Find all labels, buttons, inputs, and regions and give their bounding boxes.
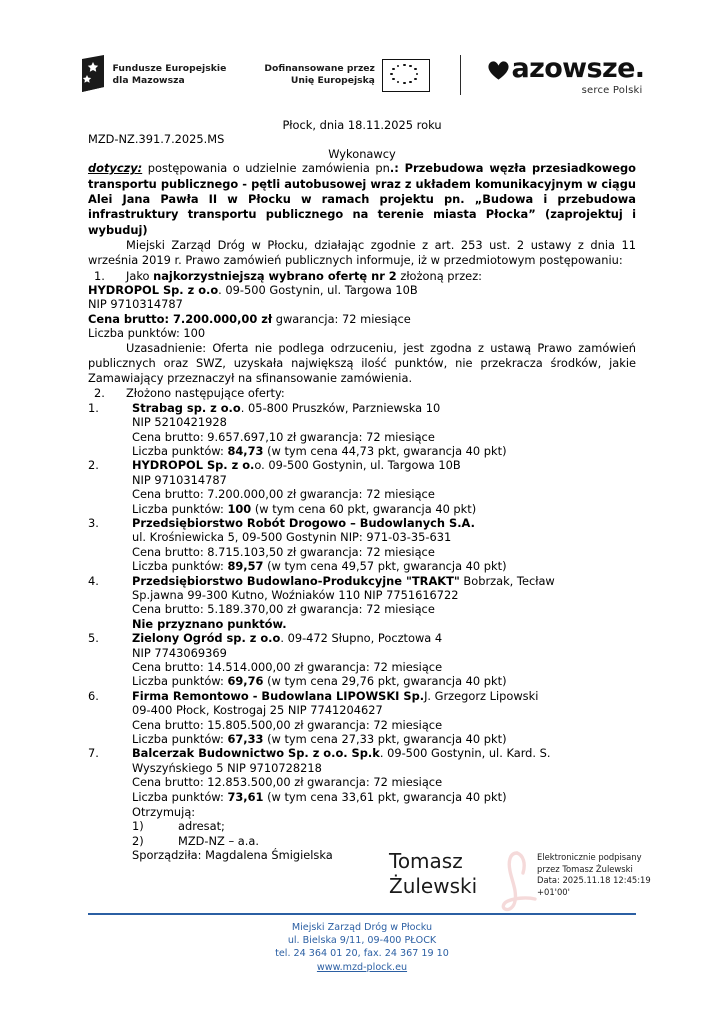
winner-points: Liczba punktów: 100 <box>88 326 206 341</box>
signature-meta-line-1: Elektronicznie podpisany <box>537 852 642 862</box>
winner-price-value: Cena brutto: 7.200.000,00 zł <box>88 311 273 326</box>
offer-address: J. Grzegorz Lipowski <box>424 688 539 703</box>
intro-paragraph: Miejski Zarząd Dróg w Płocku, działając zgodnie z art. 253 ust. 2 ustawy z dnia 11 września 2019 r. Prawo zamówień publicznych informuje, iż w przedmiotowym postępowaniu: <box>88 238 636 268</box>
offer-nip: Sp.jawna 99-300 Kutno, Woźniaków 110 NIP 7751616722 <box>132 587 459 602</box>
offer-price: Cena brutto: 14.514.000,00 zł gwarancja: 72 miesiące <box>132 660 443 675</box>
subject-label: dotyczy: <box>88 161 143 176</box>
offer-price: Cena brutto: 9.657.697,10 zł gwarancja: 72 miesiące <box>132 429 435 444</box>
offer-address: ul. Krośniewicka 5, 09-500 Gostynin NIP: 971-03-35-631 <box>132 530 452 545</box>
offer-nip: NIP 9710314787 <box>132 472 227 487</box>
digital-signature-stamp <box>389 849 651 915</box>
offer-points-detail: (w tym cena 49,57 pkt, gwarancja 40 pkt) <box>263 559 507 574</box>
offer-points-label: Liczba punktów: <box>132 674 228 689</box>
eu-funding-logo <box>264 59 430 92</box>
offer-points-detail: (w tym cena 27,33 pkt, gwarancja 40 pkt) <box>263 732 507 747</box>
offer-index: 5. <box>88 631 99 646</box>
offer-address: . 09-500 Gostynin, ul. Kard. S. <box>379 746 551 761</box>
offer-content <box>132 689 636 747</box>
footer-org: Miejski Zarząd Dróg w Płocku <box>291 922 433 933</box>
offer-nip: 09-400 Płock, Kostrogaj 25 NIP 7741204627 <box>132 703 383 718</box>
footer-contact: tel. 24 364 01 20, fax. 24 367 19 10 <box>275 948 449 960</box>
offer-points-label: Liczba punktów: <box>132 559 228 574</box>
logo-group <box>80 52 645 96</box>
offer-content <box>132 631 636 689</box>
fe-line-1: Fundusze Europejskie <box>112 62 227 74</box>
eu-line-1: Dofinansowane przez <box>264 62 375 74</box>
addressee: Wykonawcy <box>328 146 396 161</box>
offer-index: 6. <box>88 688 99 703</box>
offer-content <box>132 746 636 804</box>
subject-lead: postępowania o udzielnie zamówienia pn <box>142 161 390 176</box>
offer-nip: NIP 7743069369 <box>132 645 227 660</box>
justification-paragraph: Uzasadnienie: Oferta nie podlega odrzuceniu, jest zgodna z ustawą Prawo zamówień publicznych oraz SWZ, uzyskała największą ilość punktów, nie przekracza środków, jakie Zamawiający przeznaczył na sfinansowanie zamówienia. <box>88 340 636 386</box>
signature-meta-line-2: przez Tomasz Żulewski <box>537 863 633 874</box>
winner-warranty: gwarancja: 72 miesiące <box>272 311 411 326</box>
offer-points-label: Liczba punktów: <box>132 443 228 458</box>
offer-index: 3. <box>88 515 99 530</box>
offer-name: Przedsiębiorstwo Robót Drogowo – Budowlanych S.A. <box>132 515 475 530</box>
winner-name: HYDROPOL Sp. z o.o <box>88 283 219 298</box>
reference-number: MZD-NZ.391.7.2025.MS <box>88 132 225 147</box>
offer-points-detail: (w tym cena 44,73 pkt, gwarancja 40 pkt) <box>263 443 507 458</box>
offer-index: 4. <box>88 573 99 588</box>
list-item <box>88 458 636 516</box>
mazowsze-text: azowsze. <box>511 52 645 84</box>
distribution-item <box>132 819 636 833</box>
offer-points-label: Liczba punktów: <box>132 789 228 804</box>
offer-points-value: 67,33 <box>227 732 264 747</box>
offer-points-label: Nie przyznano punktów. <box>132 616 287 631</box>
winner-nip: NIP 9710314787 <box>88 297 183 312</box>
signature-name <box>389 849 477 899</box>
footer-website[interactable]: www.mzd-plock.eu <box>316 961 408 973</box>
section-1-heading <box>88 269 636 283</box>
s1-tail: złożoną przez: <box>396 268 483 283</box>
section-2-number: 2. <box>94 386 105 401</box>
offer-points-detail: (w tym cena 33,61 pkt, gwarancja 40 pkt) <box>263 789 507 804</box>
offer-points-detail: (w tym cena 29,76 pkt, gwarancja 40 pkt) <box>263 674 507 689</box>
offer-name: Firma Remontowo - Budowlana LIPOWSKI Sp. <box>132 688 425 703</box>
distribution-value: adresat; <box>178 819 225 834</box>
winner-company <box>88 283 636 297</box>
offer-name: Zielony Ogród sp. z o.o <box>132 631 281 646</box>
offer-points-value: 89,57 <box>227 559 264 574</box>
offer-nip: Wyszyńskiego 5 NIP 9710728218 <box>132 760 322 775</box>
distribution-key: 1) <box>132 819 144 834</box>
offer-points-label: Liczba punktów: <box>132 501 228 516</box>
offer-content <box>132 401 636 459</box>
eu-flag-icon <box>382 59 430 92</box>
fundusze-europejskie-icon <box>80 55 106 95</box>
fe-line-2: dla Mazowsza <box>112 75 185 86</box>
prepared-by: Sporządziła: Magdalena Śmigielska <box>132 848 333 863</box>
logo-divider <box>460 55 462 95</box>
distribution-key: 2) <box>132 833 144 848</box>
list-item <box>88 746 636 804</box>
offer-price: Cena brutto: 12.853.500,00 zł gwarancja: 72 miesiące <box>132 775 443 790</box>
list-item <box>88 689 636 747</box>
offer-index: 7. <box>88 746 99 761</box>
subject-paragraph <box>88 161 636 238</box>
offer-points-label: Liczba punktów: <box>132 732 228 747</box>
offer-name: Balcerzak Budownictwo Sp. z o.o. Sp.k <box>132 746 380 761</box>
section-1-number: 1. <box>94 268 105 283</box>
winner-address: . 09-500 Gostynin, ul. Targowa 10B <box>218 283 418 298</box>
winner-price <box>88 312 636 326</box>
list-item <box>88 631 636 689</box>
offer-content <box>132 516 636 574</box>
signature-meta-line-4: +01'00' <box>537 886 570 897</box>
offer-index: 1. <box>88 400 99 415</box>
eu-funding-label <box>264 63 375 87</box>
subject-colon: .: <box>389 161 399 176</box>
offer-nip: NIP 5210421928 <box>132 415 227 430</box>
signature-name-line-1: Tomasz <box>389 849 463 873</box>
distribution-item <box>132 834 636 848</box>
subject-title: Przebudowa węzła przesiadkowego transportu publicznego - pętli autobusowej wraz z układem komunikacyjnym w ciągu Alei Jana Pawła II w Płocku w ramach projektu pn. „Budowa i przebudowa infrastruktury transportu publicznego na terenie miasta Płocka” (zaprojektuj i wybuduj) <box>88 161 636 237</box>
offer-points-detail: (w tym cena 60 pkt, gwarancja 40 pkt) <box>251 501 477 516</box>
header-logo-bar <box>0 44 724 106</box>
section-2-heading <box>88 386 636 400</box>
offer-price: Cena brutto: 15.805.500,00 zł gwarancja: 72 miesiące <box>132 717 443 732</box>
offer-index: 2. <box>88 458 99 473</box>
offer-points-value: 100 <box>227 501 252 516</box>
section-1-text <box>126 269 636 283</box>
mazowsze-tagline: serce Polski <box>581 84 643 96</box>
offer-name: Strabag sp. z o.o <box>132 400 241 415</box>
offer-address: . 09-472 Słupno, Pocztowa 4 <box>280 631 443 646</box>
mazowsze-logo <box>487 52 645 96</box>
eu-line-2: Unię Europejską <box>290 75 375 86</box>
offer-address: Bobrzak, Tecław <box>459 573 555 588</box>
offer-points-value: 73,61 <box>227 789 264 804</box>
page-footer <box>0 921 724 974</box>
signature-name-line-2: Żulewski <box>389 874 478 898</box>
adobe-signature-icon <box>497 851 539 913</box>
offer-address: . 05-800 Pruszków, Parzniewska 10 <box>240 400 441 415</box>
offer-name: Przedsiębiorstwo Budowlano-Produkcyjne "TRAKT" <box>132 573 460 588</box>
signature-metadata <box>537 852 651 898</box>
footer-divider <box>88 913 636 915</box>
fundusze-europejskie-label <box>113 63 227 87</box>
footer-address: ul. Bielska 9/11, 09-400 PŁOCK <box>287 935 437 947</box>
s1-lead: Jako <box>126 268 154 283</box>
signature-meta-line-3: Data: 2025.11.18 12:45:19 <box>537 875 651 886</box>
offer-points-value: 84,73 <box>227 443 264 458</box>
list-item <box>88 574 636 632</box>
document-body <box>88 118 636 863</box>
offer-name: HYDROPOL Sp. z o. <box>132 458 255 473</box>
list-item <box>88 516 636 574</box>
offer-content <box>132 574 636 632</box>
heart-icon <box>487 59 510 81</box>
offer-price: Cena brutto: 8.715.103,50 zł gwarancja: 72 miesiące <box>132 544 435 559</box>
offer-address: o. 09-500 Gostynin, ul. Targowa 10B <box>254 458 461 473</box>
mazowsze-wordmark <box>487 52 645 84</box>
s1-bold: najkorzystniejszą wybrano ofertę nr 2 <box>153 268 397 283</box>
distribution-label: Otrzymują: <box>132 805 196 820</box>
list-item <box>88 401 636 459</box>
offer-price: Cena brutto: 7.200.000,00 zł gwarancja: 72 miesiące <box>132 487 435 502</box>
section-2-label: Złożono następujące oferty: <box>126 386 285 401</box>
place-date: Płock, dnia 18.11.2025 roku <box>282 118 442 132</box>
offer-points-value: 69,76 <box>227 674 264 689</box>
distribution-value: MZD-NZ – a.a. <box>178 833 259 848</box>
offer-content <box>132 458 636 516</box>
offer-price: Cena brutto: 5.189.370,00 zł gwarancja: 72 miesiące <box>132 602 435 617</box>
